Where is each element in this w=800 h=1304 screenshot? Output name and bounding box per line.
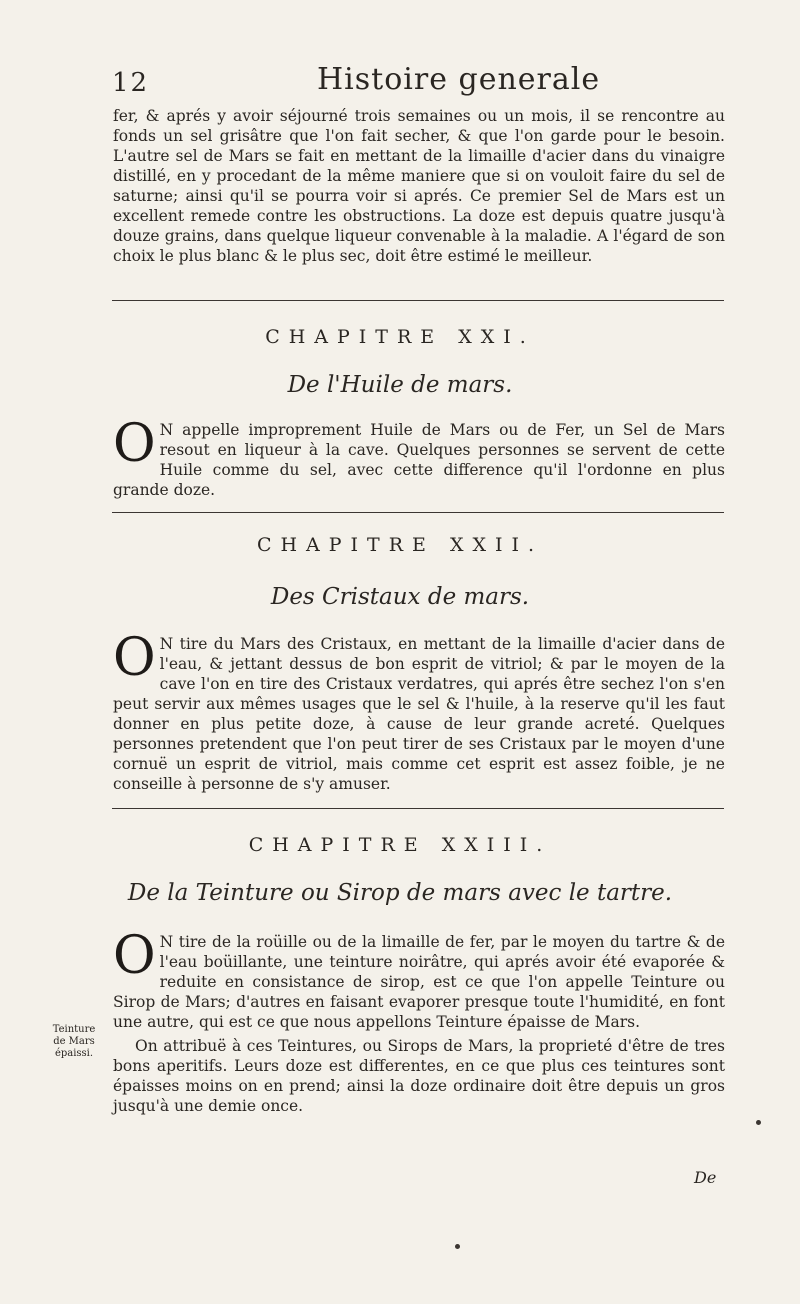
page-header [112,62,732,102]
ink-speck [455,1244,460,1249]
chapter-paragraph: N appelle improprement Huile de Mars ou de Fer, un Sel de Mars resout en liqueur à la cave. Quelques personnes se servent de cette Huile comme du sel, avec cette difference qu'il l'ordonne en plus grande doze. [113,421,725,499]
drop-cap: O [113,926,156,986]
chapter-body-xxii [113,628,725,794]
page-number: 12 [112,68,150,98]
chapter-body-xxi [113,414,725,500]
section-rule [112,512,724,513]
intro-paragraph: fer, & aprés y avoir séjourné trois semaines ou un mois, il se rencontre au fonds un sel grisâtre que l'on fait secher, & que l'on garde pour le besoin. L'autre sel de Mars se fait en mettant de la limaille d'acier dans du vinaigre distillé, en y procedant de la même maniere que si on vouloit faire du sel de saturne; ainsi qu'il se pourra voir si aprés. Ce premier Sel de Mars est un excellent remede contre les obstructions. La doze est depuis quatre jusqu'à douze grains, dans quelque liqueur convenable à la maladie. A l'égard de son choix le plus blanc & le plus sec, doit être estimé le meilleur. [113,107,725,265]
drop-cap: O [113,628,156,688]
chapter-subtitle-xxi: De l'Huile de mars. [287,372,513,398]
chapter-paragraph: N tire du Mars des Cristaux, en mettant de la limaille d'acier dans de l'eau, & jettant dessus de bon esprit de vitriol; & par le moyen de la cave l'on en tire des Cristaux verdatres, qui aprés être sechez l'on s'en peut servir aux mêmes usages que le sel & l'huile, à la reserve qu'il les faut donner en plus petite doze, à cause de leur grande acreté. Quelques personnes pretendent que l'on peut tirer de ses Cristaux par le moyen d'une cornuë un esprit de vitriol, mais comme cet esprit est assez foible, je ne conseille à personne de s'y amuser. [113,635,725,793]
section-rule [112,300,724,301]
chapter-subtitle-xxii: Des Cristaux de mars. [270,584,530,610]
margin-note: Teinture de Mars épaissi. [52,1024,96,1059]
chapter-heading-xxii: CHAPITRE XXII. [256,534,544,556]
chapter-subtitle-xxiii: De la Teinture ou Sirop de mars avec le tartre. [127,880,673,906]
chapter-paragraph: On attribuë à ces Teintures, ou Sirops de Mars, la proprieté d'être de tres bons aperitifs. Leurs doze est differentes, en ce que plus ces teintures sont épaisses moins on en prend; ainsi la doze ordinaire doit être depuis un gros jusqu'à une demie once. [113,1037,725,1115]
chapter-heading-xxiii: CHAPITRE XXIII. [248,834,552,856]
ink-speck [756,1120,761,1125]
chapter-paragraph: N tire de la roüille ou de la limaille de fer, par le moyen du tartre & de l'eau boüillante, une teinture noirâtre, qui aprés avoir été evaporée & reduite en consistance de sirop, est ce que l'on appelle Teinture ou Sirop de Mars; d'autres en faisant evaporer presque toute l'humidité, en font une autre, qui est ce que nous appellons Teinture épaisse de Mars. [113,933,725,1031]
chapter-body-xxiii [113,926,725,1116]
drop-cap: O [113,414,156,474]
chapter-heading-xxi: CHAPITRE XXI. [265,326,535,348]
running-title: Histoire generale [317,62,601,97]
section-rule [112,808,724,809]
catchword: De [694,1168,717,1187]
